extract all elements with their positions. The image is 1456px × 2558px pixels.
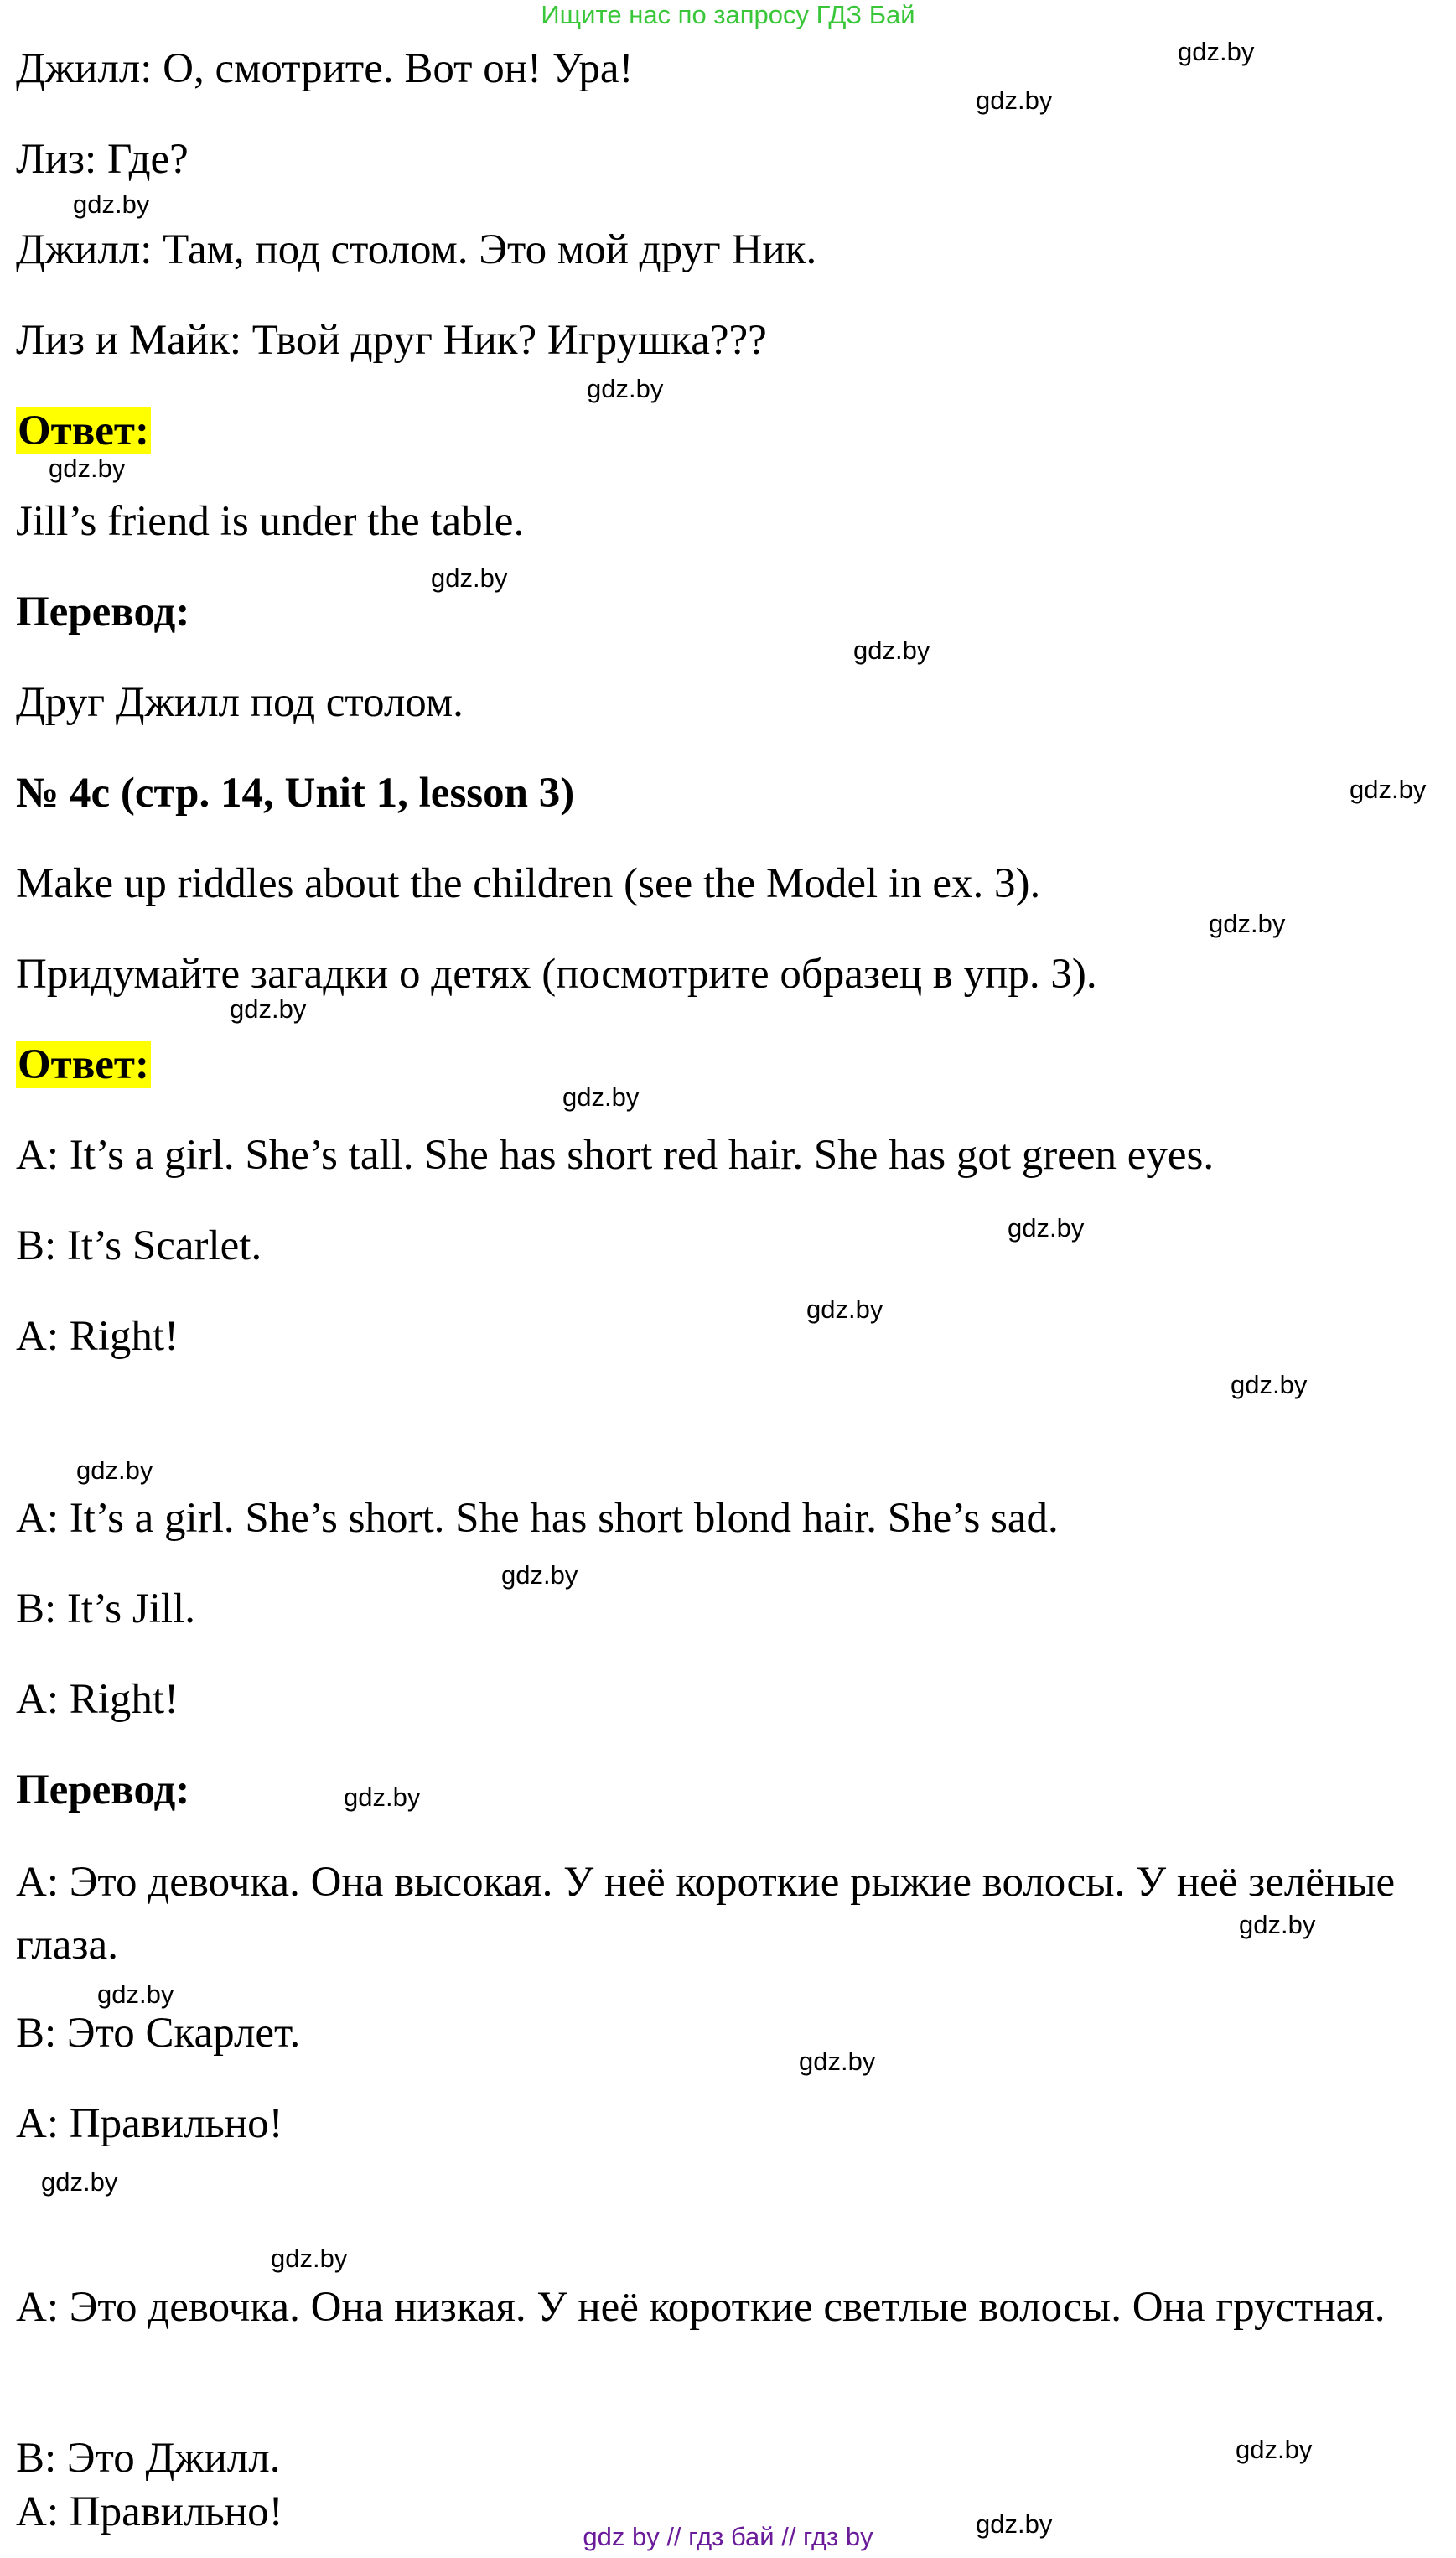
riddle-line: B: It’s Scarlet. [16, 1222, 262, 1269]
translation-line: А: Правильно! [16, 2488, 283, 2535]
search-hint-text: Ищите нас по запросу ГДЗ Бай [541, 0, 915, 29]
watermark: gdz.by [1350, 775, 1427, 804]
watermark: gdz.by [976, 2509, 1053, 2539]
watermark: gdz.by [73, 189, 150, 219]
task-instruction-en: Make up riddles about the children (see the Model in ex. 3). [16, 860, 1041, 907]
watermark: gdz.by [49, 454, 126, 483]
translation-line: А: Это девочка. Она низкая. У неё короткие светлые волосы. Она грустная. [16, 2284, 1386, 2331]
riddle-line: A: It’s a girl. She’s short. She has short blond hair. She’s sad. [16, 1495, 1059, 1542]
answer-label-text: Ответ: [18, 1041, 149, 1088]
watermark: gdz.by [562, 1082, 640, 1112]
dialogue-line: Лиз и Майк: Твой друг Ник? Игрушка??? [16, 317, 767, 364]
watermark: gdz.by [230, 994, 307, 1024]
riddle-line: A: Right! [16, 1676, 179, 1723]
translation-line: А: Правильно! [16, 2100, 283, 2147]
task-instruction-ru: Придумайте загадки о детях (посмотрите образец в упр. 3). [16, 951, 1097, 998]
watermark: gdz.by [41, 2167, 118, 2197]
dialogue-line: Лиз: Где? [16, 136, 189, 183]
task-heading: № 4c (стр. 14, Unit 1, lesson 3) [16, 770, 575, 817]
watermark: gdz.by [501, 1560, 578, 1590]
watermark: gdz.by [431, 563, 508, 593]
riddle-line: A: Right! [16, 1313, 179, 1360]
answer-label-text: Ответ: [18, 407, 149, 454]
watermark: gdz.by [806, 1295, 883, 1324]
dialogue-line: Джилл: Там, под столом. Это мой друг Ник. [16, 226, 817, 273]
watermark: gdz.by [587, 374, 664, 403]
watermark: gdz.by [799, 2047, 876, 2076]
watermark: gdz.by [344, 1782, 421, 1812]
translation-text: Друг Джилл под столом. [16, 679, 464, 726]
search-hint-banner [0, 0, 1456, 30]
watermark: gdz.by [853, 636, 930, 665]
watermark: gdz.by [976, 86, 1053, 115]
watermark: gdz.by [1209, 909, 1286, 938]
footer [0, 2520, 1456, 2554]
answer-text: Jill’s friend is under the table. [16, 498, 525, 545]
answer-label [16, 1035, 151, 1094]
translation-line: A: Это девочка. Она высокая. У неё короткие рыжие волосы. У неё зелёные глаза. [16, 1859, 1396, 1969]
watermark: gdz.by [97, 1979, 174, 2009]
translation-label: Перевод: [16, 589, 190, 636]
watermark: gdz.by [1008, 1213, 1085, 1243]
translation-line: В: Это Скарлет. [16, 2010, 301, 2057]
watermark: gdz.by [271, 2244, 348, 2273]
watermark: gdz.by [1239, 1910, 1316, 1939]
riddle-line: A: It’s a girl. She’s tall. She has short red hair. She has got green eyes. [16, 1132, 1215, 1179]
watermark: gdz.by [1231, 1370, 1308, 1399]
footer-links[interactable]: gdz by // гдз бай // гдз by [583, 2522, 873, 2551]
translation-line: В: Это Джилл. [16, 2435, 281, 2482]
translation-label: Перевод: [16, 1767, 190, 1813]
answer-label [16, 402, 151, 460]
watermark: gdz.by [1236, 2435, 1313, 2464]
dialogue-line: Джилл: О, смотрите. Вот он! Ура! [16, 45, 634, 92]
watermark: gdz.by [1178, 37, 1255, 66]
watermark: gdz.by [76, 1455, 153, 1485]
riddle-line: B: It’s Jill. [16, 1585, 195, 1632]
